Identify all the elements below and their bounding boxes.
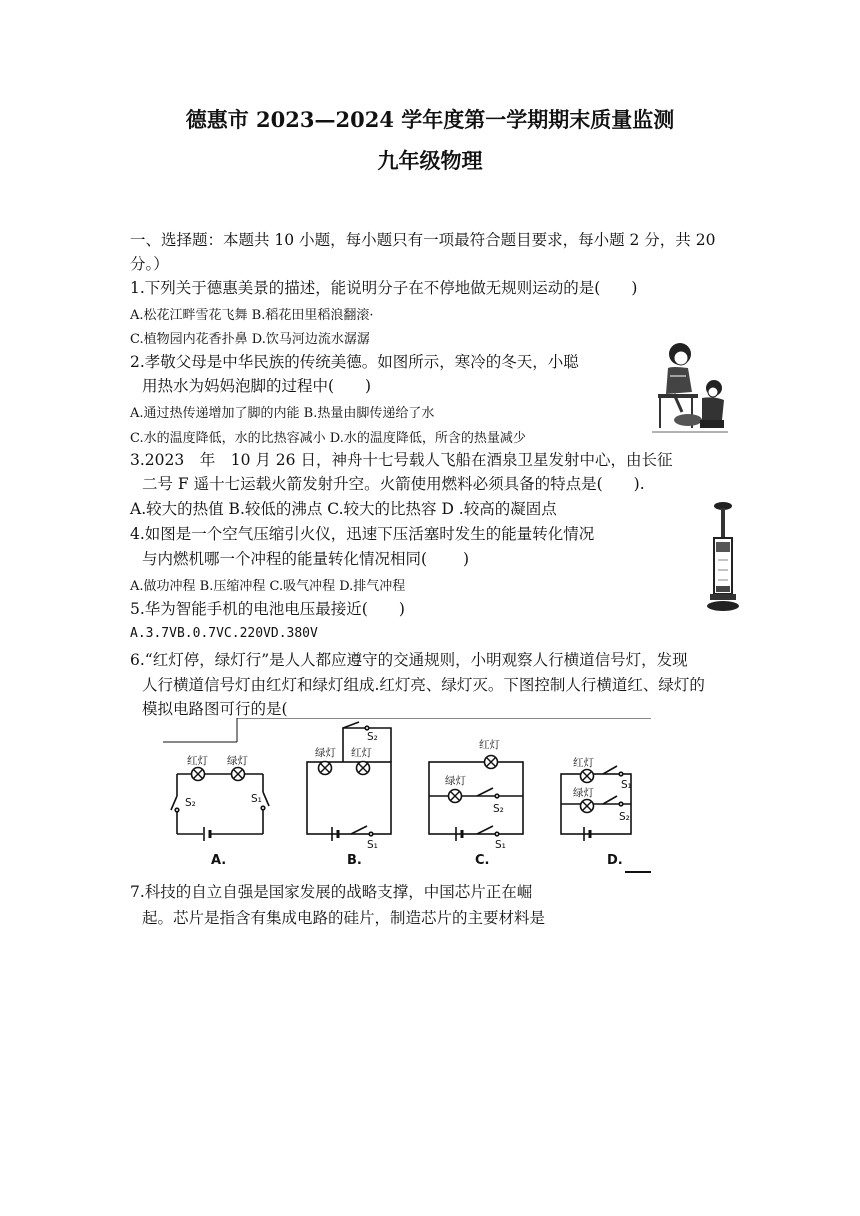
question-4-options: A.做功冲程 B.压缩冲程 C.吸气冲程 D.排气冲程 bbox=[130, 579, 406, 594]
circuit-d-s2-label: S₂ bbox=[619, 811, 630, 823]
question-1-options-cd: C.植物园内花香扑鼻 D.饮马河边流水潺潺 bbox=[130, 332, 370, 347]
air-compression-igniter-illustration bbox=[704, 500, 742, 614]
circuit-d-option-label: D. bbox=[607, 853, 623, 868]
question-6-stem-line1: 6.“红灯停，绿灯行”是人人都应遵守的交通规则，小明观察人行横道信号灯，发现 bbox=[130, 651, 688, 669]
question-2-stem-line1: 2.孝敬父母是中华民族的传统美德。如图所示，寒冷的冬天，小聪 bbox=[130, 353, 579, 371]
circuit-d-red-lamp-label: 红灯 bbox=[573, 757, 594, 769]
question-2-options-cd: C.水的温度降低，水的比热容减小 D.水的温度降低，所含的热量减少 bbox=[130, 431, 526, 446]
circuit-b-green-lamp-label: 绿灯 bbox=[315, 747, 336, 759]
question-2-stem-line2: 用热水为妈妈泡脚的过程中( ) bbox=[142, 377, 372, 395]
circuit-c-red-lamp-label: 红灯 bbox=[479, 739, 500, 751]
circuit-a-s2-label: S₂ bbox=[185, 797, 196, 809]
question-6-stem-line2: 人行横道信号灯由红灯和绿灯组成.红灯亮、绿灯灭。下图控制人行横道红、绿灯的 bbox=[142, 676, 705, 694]
circuit-a-green-lamp-label: 绿灯 bbox=[227, 755, 248, 767]
question-1-stem: 1.下列关于德惠美景的描述，能说明分子在不停地做无规则运动的是( ) bbox=[130, 279, 638, 297]
circuit-b-s2-label: S₂ bbox=[367, 731, 378, 743]
foot-bath-illustration bbox=[652, 340, 728, 434]
circuit-a-option-label: A. bbox=[211, 853, 227, 868]
question-1-options-ab: A.松花江畔雪花飞舞 B.稻花田里稻浪翻滚· bbox=[130, 308, 374, 323]
question-3-stem-line2: 二号 F 遥十七运载火箭发射升空。火箭使用燃料必须具备的特点是( ). bbox=[142, 475, 645, 493]
question-6-stem-line3: 模拟电路图可行的是( bbox=[142, 700, 288, 718]
circuit-a-s1-label: S₁ bbox=[251, 793, 262, 805]
question-4-stem-line2: 与内燃机哪一个冲程的能量转化情况相同( ) bbox=[142, 550, 470, 568]
section-heading-line2: 分。） bbox=[130, 255, 169, 273]
circuit-c-s2-label: S₂ bbox=[493, 803, 504, 815]
question-3-options: A.较大的热值 B.较低的沸点 C.较大的比热容 D .较高的凝固点 bbox=[130, 500, 557, 518]
question-5-options: A.3.7VB.0.7VC.220VD.380V bbox=[130, 626, 318, 641]
circuit-b-red-lamp-label: 红灯 bbox=[351, 747, 372, 759]
question-5-stem: 5.华为智能手机的电池电压最接近( ) bbox=[130, 600, 405, 618]
circuit-c-green-lamp-label: 绿灯 bbox=[445, 775, 466, 787]
question-4-stem-line1: 4.如图是一个空气压缩引火仪，迅速下压活塞时发生的能量转化情况 bbox=[130, 525, 595, 543]
question-7-stem-line1: 7.科技的自立自强是国家发展的战略支撑，中国芯片正在崛 bbox=[130, 883, 533, 901]
circuit-b-s1-label: S₁ bbox=[367, 839, 378, 851]
circuit-c-option-label: C. bbox=[475, 853, 490, 868]
page-subtitle: 九年级物理 bbox=[377, 148, 483, 173]
circuit-c-s1-label: S₁ bbox=[495, 839, 506, 851]
question-3-stem-line1: 3.2023 年 10 月 26 日，神舟十七号载人飞船在酒泉卫星发射中心，由长征 bbox=[130, 451, 673, 469]
circuit-d-s1-label: S₁ bbox=[621, 779, 632, 791]
section-heading-line1: 一、选择题：本题共 10 小题，每小题只有一项最符合题目要求，每小题 2 分，共 20 bbox=[130, 231, 716, 249]
circuit-b-option-label: B. bbox=[347, 853, 362, 868]
circuit-a-red-lamp-label: 红灯 bbox=[187, 755, 208, 767]
page-title: 德惠市 2023—2024 学年度第一学期期末质量监测 bbox=[185, 107, 675, 132]
question-2-options-ab: A.通过热传递增加了脚的内能 B.热量由脚传递给了水 bbox=[130, 406, 435, 421]
question-7-stem-line2: 起。芯片是指含有集成电路的硅片，制造芯片的主要材料是 bbox=[142, 909, 546, 927]
circuit-diagrams bbox=[155, 718, 655, 878]
circuit-d-green-lamp-label: 绿灯 bbox=[573, 787, 594, 799]
